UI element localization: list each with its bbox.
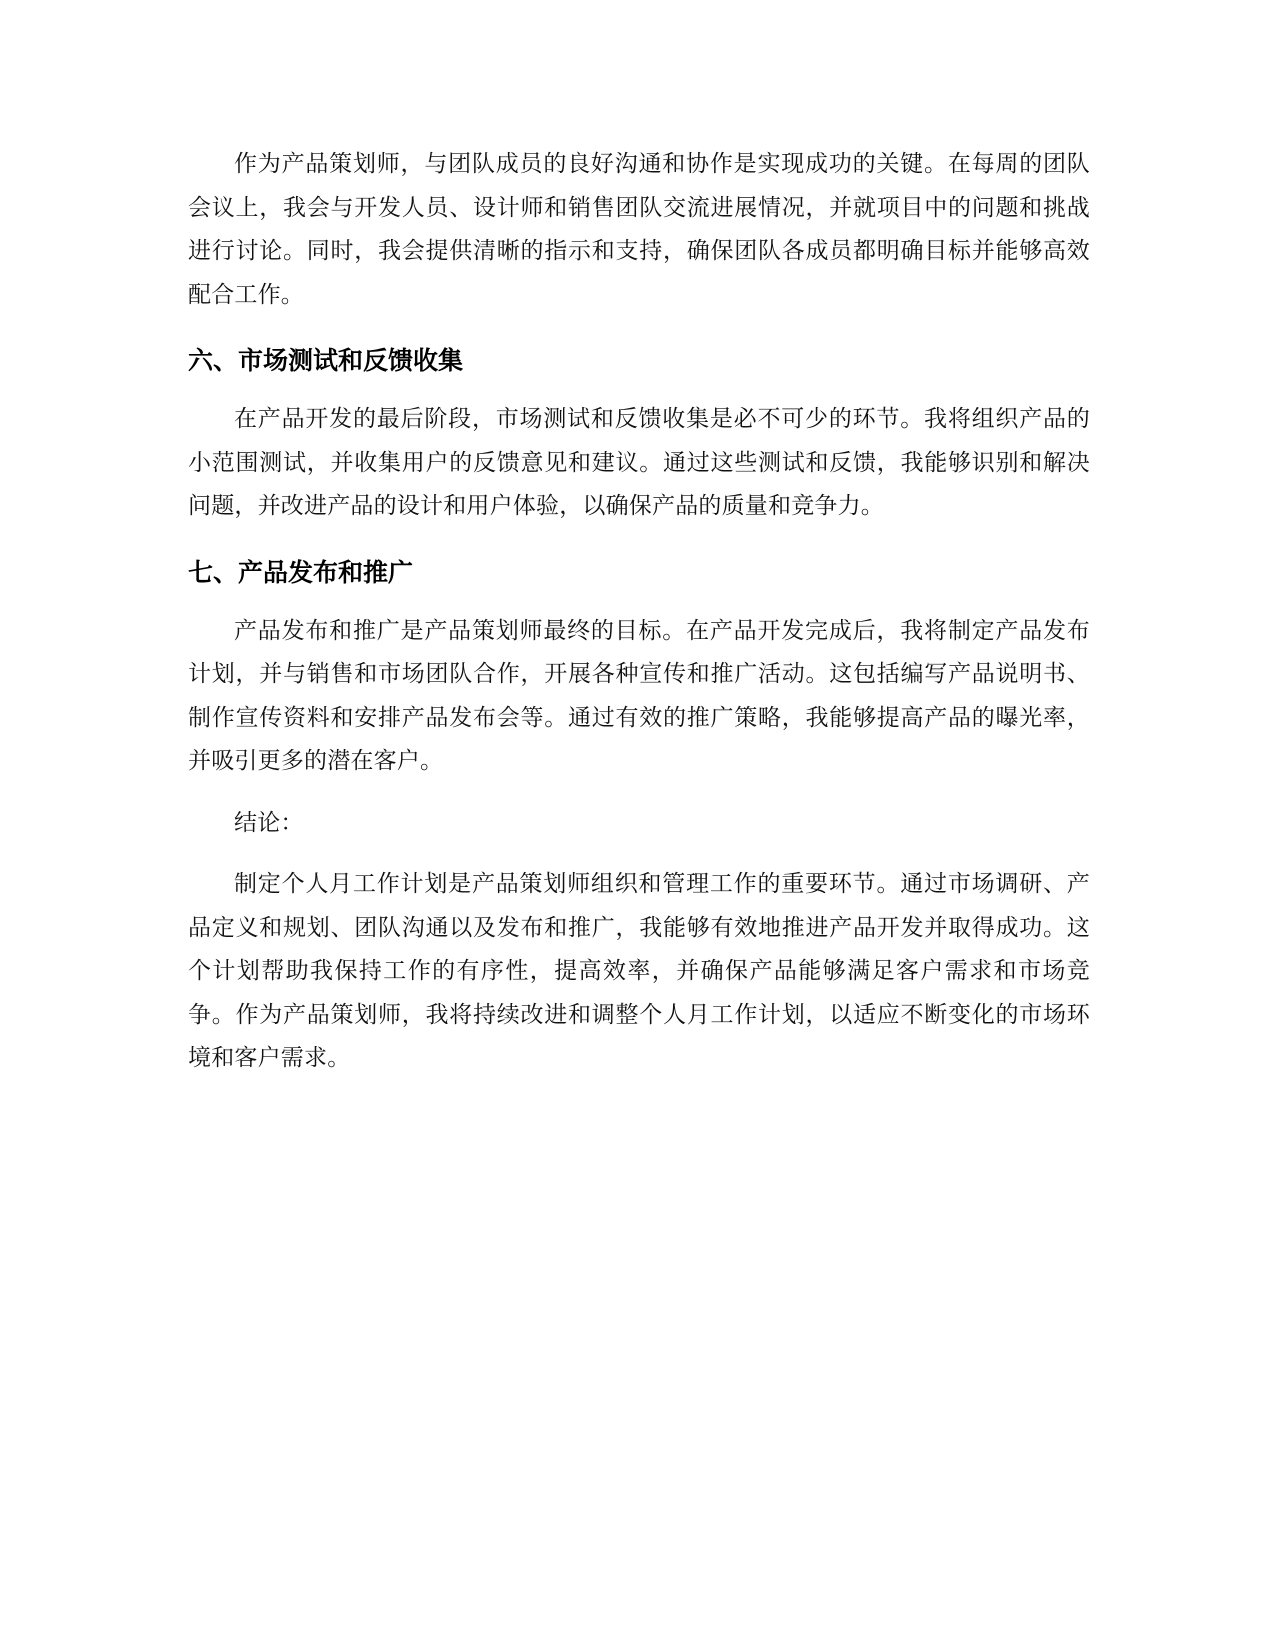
document-page <box>188 143 1090 1081</box>
paragraph-team-communication: 作为产品策划师，与团队成员的良好沟通和协作是实现成功的关键。在每周的团队会议上，我会与开发人员、设计师和销售团队交流进展情况，并就项目中的问题和挑战进行讨论。同时，我会提供清晰的指示和支持，确保团队各成员都明确目标并能够高效配合工作。 <box>188 151 1090 308</box>
section-heading-market-testing: 六、市场测试和反馈收集 <box>188 346 464 375</box>
paragraph-product-launch: 产品发布和推广是产品策划师最终的目标。在产品开发完成后，我将制定产品发布计划，并与销售和市场团队合作，开展各种宣传和推广活动。这包括编写产品说明书、制作宣传资料和安排产品发布会等。通过有效的推广策略，我能够提高产品的曝光率，并吸引更多的潜在客户。 <box>188 617 1090 774</box>
paragraph-market-testing: 在产品开发的最后阶段，市场测试和反馈收集是必不可少的环节。我将组织产品的小范围测试，并收集用户的反馈意见和建议。通过这些测试和反馈，我能够识别和解决问题，并改进产品的设计和用户体验，以确保产品的质量和竞争力。 <box>188 406 1090 519</box>
conclusion-label: 结论： <box>234 809 304 836</box>
section-heading-product-launch: 七、产品发布和推广 <box>188 557 414 587</box>
paragraph-conclusion: 制定个人月工作计划是产品策划师组织和管理工作的重要环节。通过市场调研、产品定义和规划、团队沟通以及发布和推广，我能够有效地推进产品开发并取得成功。这个计划帮助我保持工作的有序性，提高效率，并确保产品能够满足客户需求和市场竞争。作为产品策划师，我将持续改进和调整个人月工作计划，以适应不断变化的市场环境和客户需求。 <box>188 871 1090 1071</box>
